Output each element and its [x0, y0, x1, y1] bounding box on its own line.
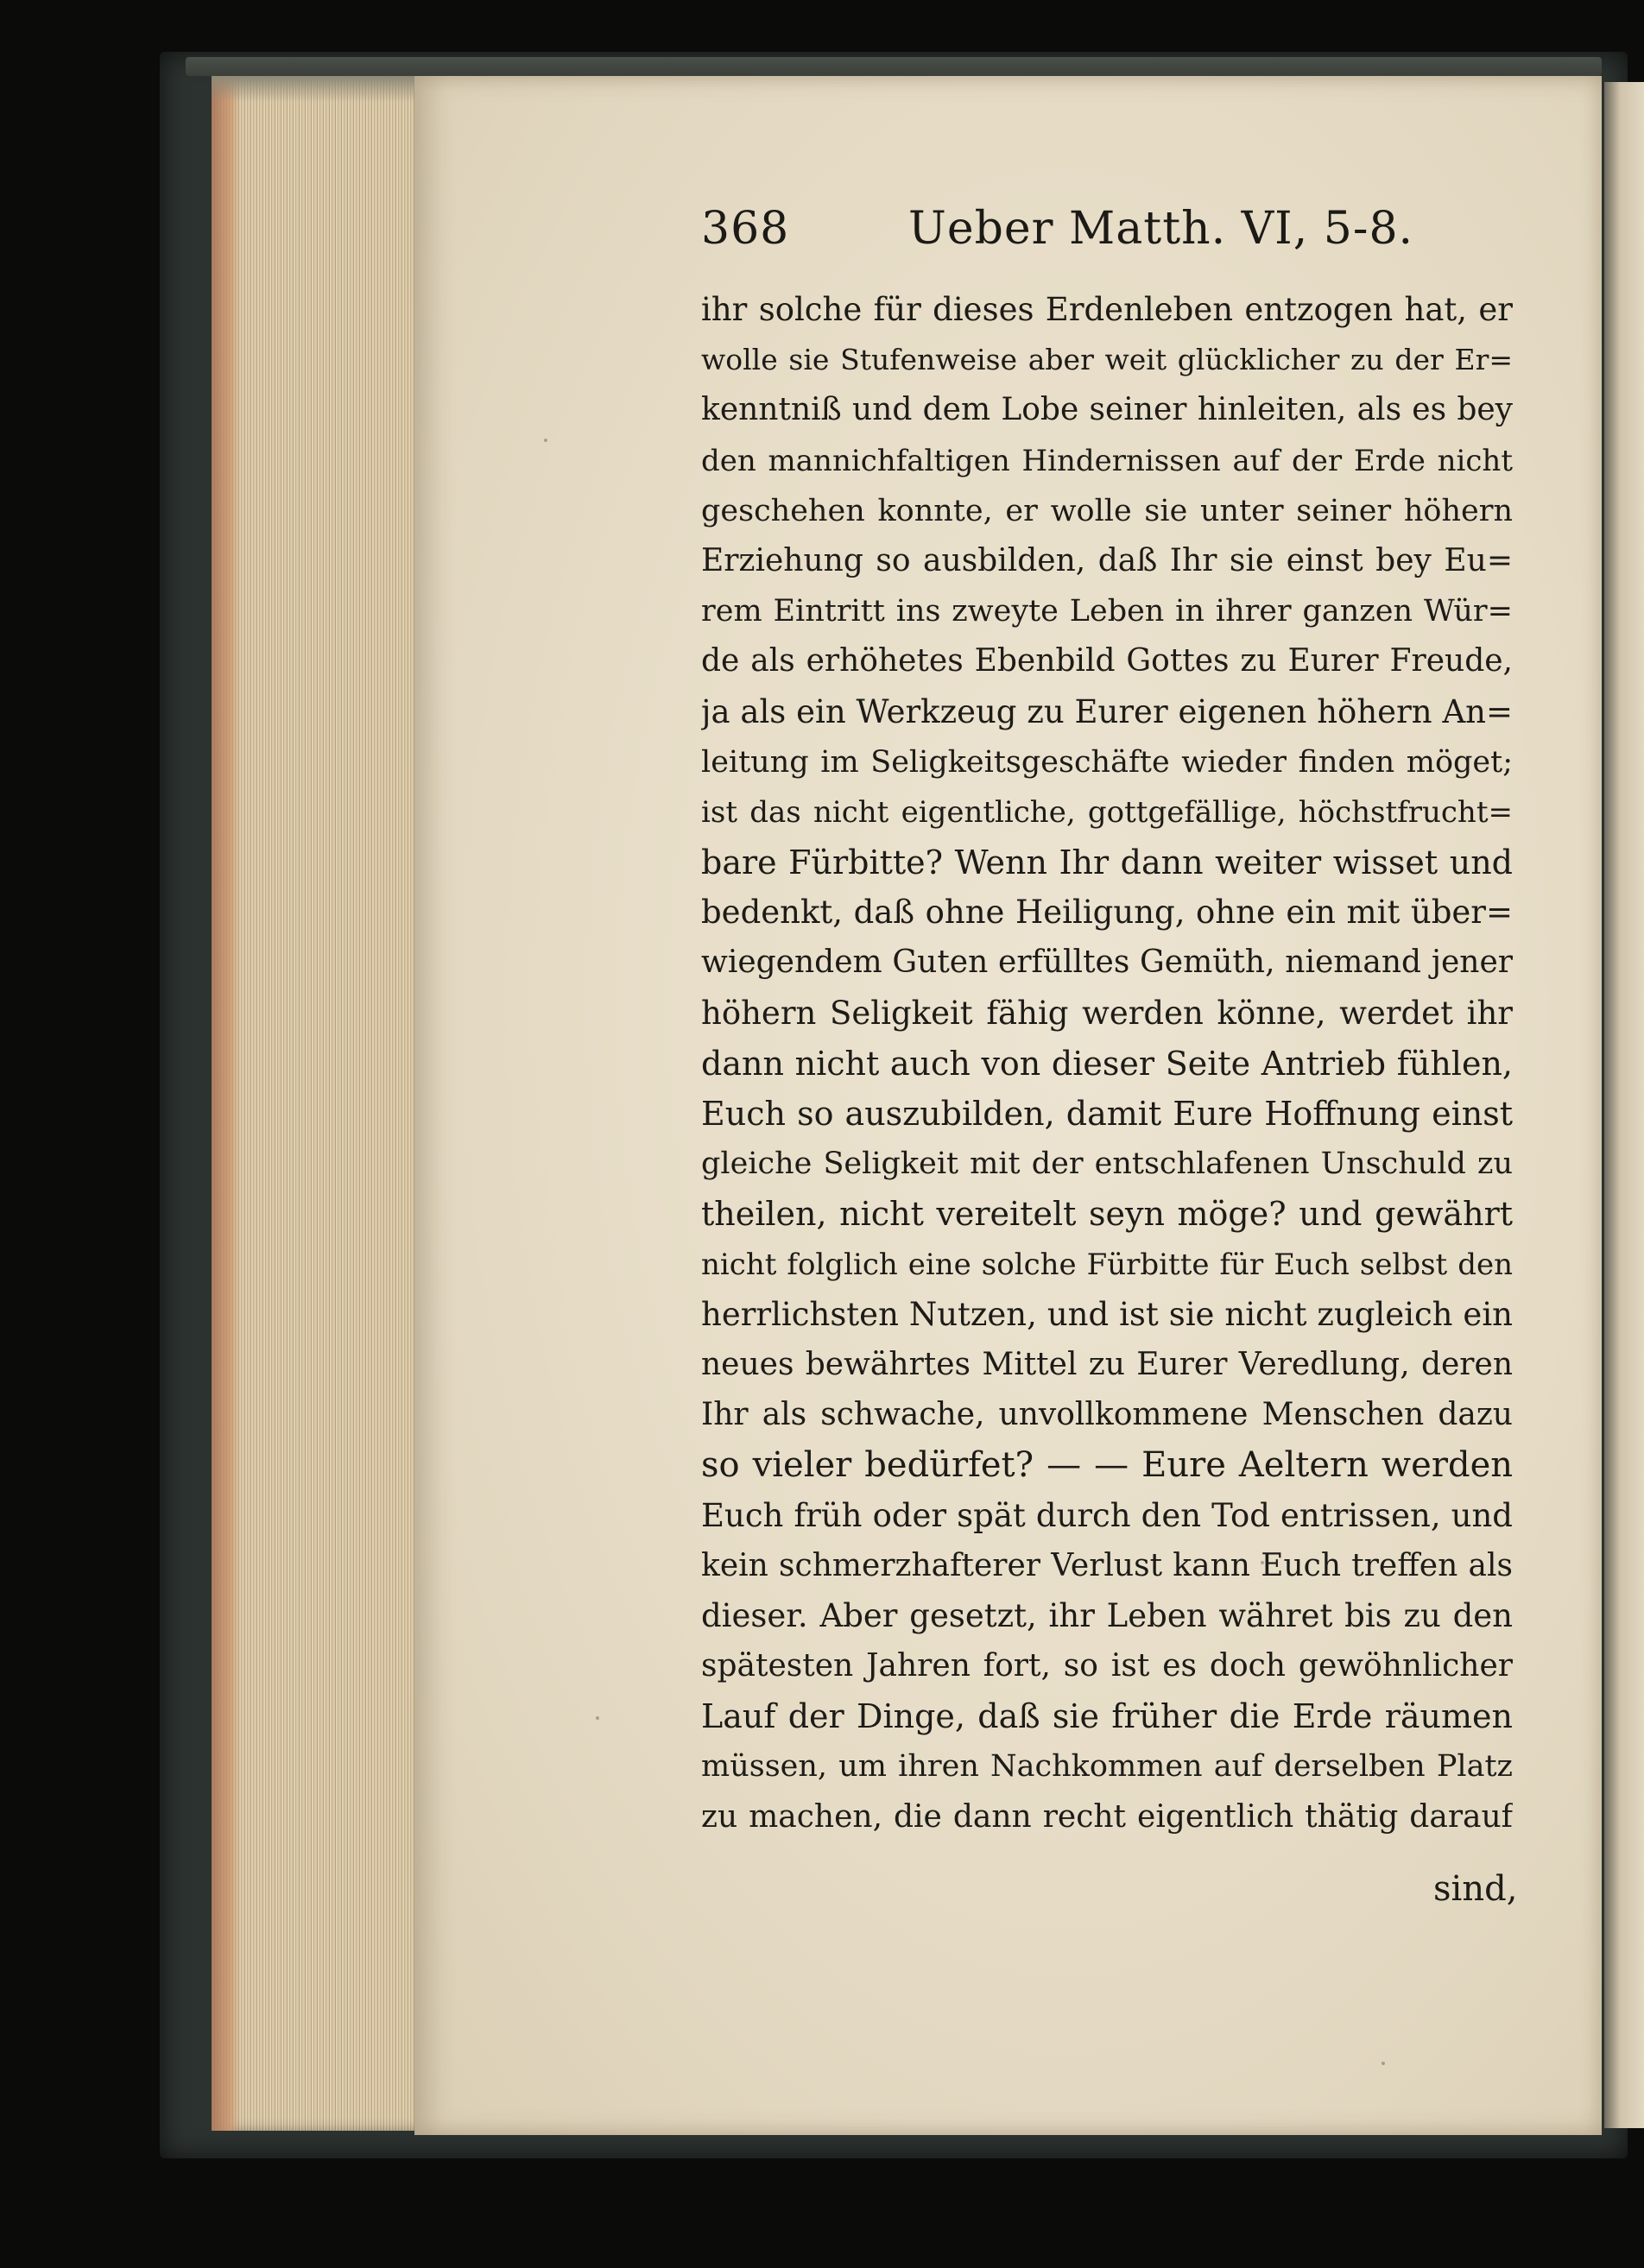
running-head: Ueber Matth. VI, 5-8.: [908, 203, 1414, 255]
page-number: 368: [701, 203, 790, 255]
text-line: spätesten Jahren fort, so ist es doch gewöhnlicher: [701, 1648, 1513, 1684]
text-line: de als erhöhetes Ebenbild Gottes zu Eurer Freude,: [701, 643, 1513, 679]
text-line: dieser. Aber gesetzt, ihr Leben währet bis zu den: [701, 1596, 1513, 1634]
catchword: sind,: [1433, 1869, 1518, 1909]
text-line: nicht folglich eine solche Fürbitte für Euch selbst den: [701, 1247, 1513, 1282]
text-line: herrlichsten Nutzen, und ist sie nicht zugleich ein: [701, 1295, 1513, 1333]
text-line: geschehen konnte, er wolle sie unter seiner höhern: [701, 493, 1513, 528]
text-line: ihr solche für dieses Erdenleben entzogen hat, er: [701, 291, 1513, 328]
text-line: müssen, um ihren Nachkommen auf derselben Platz: [701, 1749, 1513, 1785]
text-line: kein schmerzhafterer Verlust kann Euch treffen als: [701, 1547, 1513, 1583]
text-line: neues bewährtes Mittel zu Eurer Veredlung, deren: [701, 1346, 1513, 1382]
cover-top-edge: [186, 57, 1602, 76]
text-line: Erziehung so ausbilden, daß Ihr sie einst bey Eu=: [701, 542, 1513, 578]
text-line: wiegendem Guten erfülltes Gemüth, niemand jener: [701, 944, 1513, 981]
text-line: den mannichfaltigen Hindernissen auf der Erde nicht: [701, 443, 1513, 478]
text-line: so vieler bedürfet? — — Eure Aeltern werden: [701, 1445, 1513, 1486]
text-line: dann nicht auch von dieser Seite Antrieb fühlen,: [701, 1044, 1513, 1083]
text-line: wolle sie Stufenweise aber weit glücklicher zu der Er=: [701, 343, 1513, 377]
text-line: leitung im Seligkeitsgeschäfte wieder finden möget;: [701, 744, 1513, 780]
text-line: Ihr als schwache, unvollkommene Menschen dazu: [701, 1397, 1513, 1433]
text-line: kenntniß und dem Lobe seiner hinleiten, als es bey: [701, 392, 1513, 428]
body-text: [701, 285, 1513, 1842]
text-line: Euch so auszubilden, damit Eure Hoffnung einst: [701, 1095, 1513, 1133]
next-page-sliver: [1604, 82, 1644, 2128]
page-edges: [212, 76, 419, 2131]
text-line: ja als ein Werkzeug zu Eurer eigenen höhern An=: [701, 692, 1513, 730]
text-line: gleiche Seligkeit mit der entschlafenen Unschuld zu: [701, 1147, 1513, 1182]
text-line: bare Fürbitte? Wenn Ihr dann weiter wisset und: [701, 843, 1513, 882]
text-line: Lauf der Dinge, daß sie früher die Erde räumen: [701, 1697, 1513, 1736]
page-header: [701, 203, 1414, 263]
text-line: höhern Seligkeit fähig werden könne, werdet ihr: [701, 994, 1513, 1032]
text-line: theilen, nicht vereitelt seyn möge? und gewährt: [701, 1195, 1513, 1234]
text-line: Euch früh oder spät durch den Tod entrissen, und: [701, 1496, 1513, 1534]
text-line: rem Eintritt ins zweyte Leben in ihrer ganzen Wür=: [701, 594, 1513, 629]
text-line: ist das nicht eigentliche, gottgefällige, höchstfrucht=: [701, 794, 1513, 830]
text-line: zu machen, die dann recht eigentlich thätig darauf: [701, 1798, 1513, 1835]
text-line: bedenkt, daß ohne Heiligung, ohne ein mit über=: [701, 894, 1513, 932]
